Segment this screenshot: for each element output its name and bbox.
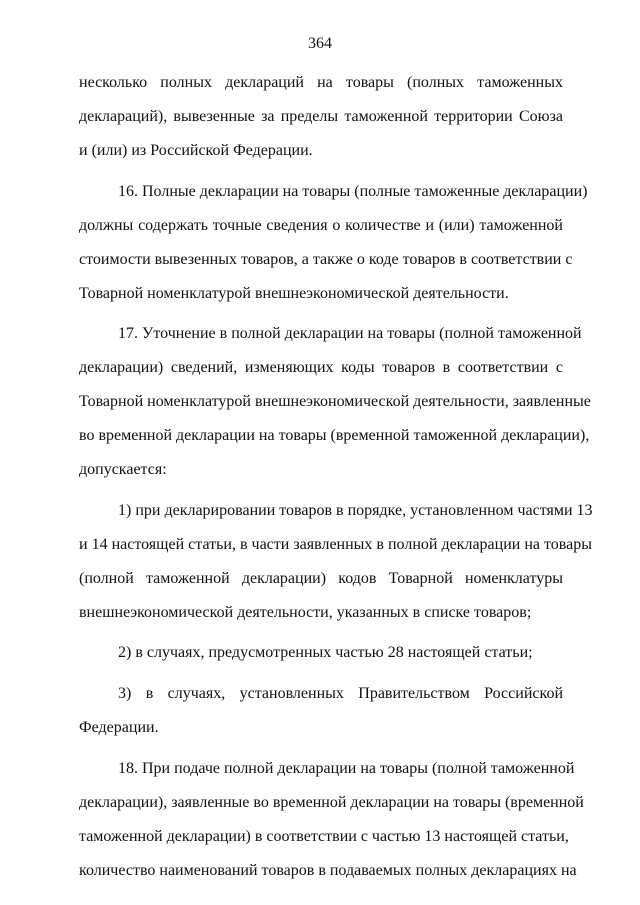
list-item-3-start: 3) в случаях, установленных Правительством Российской	[118, 684, 563, 702]
text-line: и (или) из Российской Федерации.	[79, 142, 313, 159]
list-item-2: 2) в случаях, предусмотренных частью 28 настоящей статьи;	[118, 644, 533, 662]
text-line: во временной декларации на товары (временной таможенной декларации),	[79, 427, 590, 445]
page-number: 364	[308, 35, 332, 52]
text-line: Федерации.	[79, 718, 159, 736]
text-line: декларации), заявленные во временной декларации на товары (временной	[79, 793, 584, 811]
text-line: декларации) сведений, изменяющих коды товаров в соответствии с	[79, 359, 563, 377]
text-line: допускается:	[79, 461, 167, 479]
document-body	[79, 66, 593, 888]
text-line: внешнеэкономической деятельности, указанных в списке товаров;	[79, 603, 532, 621]
text-line: (полной таможенной декларации) кодов Товарной номенклатуры	[79, 569, 563, 587]
text-line: таможенной декларации) в соответствии с частью 13 настоящей статьи,	[79, 827, 569, 845]
paragraph-18-start: 18. При подаче полной декларации на товары (полной таможенной	[118, 759, 575, 777]
text-line: стоимости вывезенных товаров, а также о коде товаров в соответствии с	[79, 250, 573, 268]
text-line: Товарной номенклатурой внешнеэкономической деятельности, заявленные	[79, 393, 591, 411]
text-line: деклараций), вывезенные за пределы таможенной территории Союза	[79, 108, 563, 125]
text-line: и 14 настоящей статьи, в части заявленных в полной декларации на товары	[79, 535, 592, 553]
list-item-1-start: 1) при декларировании товаров в порядке, установленном частями 13	[118, 501, 593, 519]
text-line: должны содержать точные сведения о количестве и (или) таможенной	[79, 216, 563, 234]
text-line: количество наименований товаров в подаваемых полных декларациях на	[79, 861, 577, 879]
paragraph-17-start: 17. Уточнение в полной декларации на товары (полной таможенной	[118, 325, 582, 343]
paragraph-16-start: 16. Полные декларации на товары (полные таможенные декларации)	[118, 182, 588, 200]
text-line: Товарной номенклатурой внешнеэкономической деятельности.	[79, 284, 509, 302]
text-line: несколько полных деклараций на товары (полных таможенных	[79, 74, 563, 91]
